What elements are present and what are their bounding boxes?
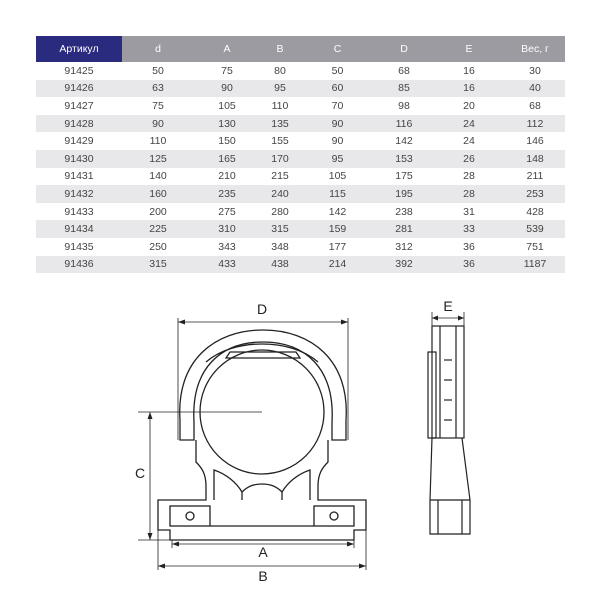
table-cell: 90 [221,82,233,95]
table-cell: 91433 [64,205,94,218]
table-cell: 91436 [64,258,94,271]
table-cell: 105 [218,99,236,112]
dim-label-a: A [258,544,268,560]
table-cell: 142 [395,135,413,148]
table-body [36,62,565,273]
table-cell: 91426 [64,82,94,95]
table-cell: 312 [395,240,413,253]
table-cell: 140 [149,170,167,183]
table-cell: 40 [529,82,541,95]
table-cell: 80 [274,64,286,77]
foot-hole-right [330,512,338,520]
table-row [36,238,565,256]
table-cell: 95 [331,152,344,165]
table-cell: 539 [526,223,544,236]
table-cell: 91425 [64,64,94,77]
header-cell-dd: D [400,43,408,55]
table-cell: 155 [271,135,289,148]
table-cell: 24 [463,117,475,130]
table-cell: 115 [329,187,346,200]
table-cell: 33 [463,223,475,236]
body-arch [242,484,282,492]
table-cell: 60 [331,82,344,95]
table-cell: 240 [271,187,289,200]
table-cell: 235 [218,187,236,200]
table-cell: 30 [529,64,541,77]
header-cell-e: E [465,43,473,55]
table-cell: 68 [529,99,541,112]
dim-label-d: D [256,301,268,317]
table-cell: 175 [395,170,413,183]
table-row [36,220,565,238]
table-cell: 36 [463,240,475,253]
table-cell: 90 [331,135,344,148]
table-row [36,168,565,186]
table-row [36,115,565,133]
table-cell: 1187 [523,258,547,271]
table-cell: 95 [274,82,286,95]
table-cell: 195 [395,187,413,200]
dimensions-table [36,36,565,273]
table-cell: 310 [218,223,236,236]
table-cell: 125 [149,152,167,165]
table-cell: 392 [395,258,413,271]
table-cell: 150 [218,135,236,148]
table-cell: 146 [526,135,544,148]
table-row [36,80,565,98]
front-dimensions [138,318,366,570]
table-row [36,150,565,168]
table-cell: 90 [152,117,164,130]
table-row [36,62,565,80]
table-cell: 751 [526,240,544,253]
table-row [36,132,565,150]
leg-left [214,470,242,500]
leg-right [282,470,310,500]
table-cell: 16 [463,82,475,95]
foot-right [314,506,354,526]
table-cell: 225 [149,223,167,236]
table-cell: 85 [398,82,410,95]
header-cell-article: Артикул [36,36,122,62]
foot-hole-left [186,512,194,520]
table-row [36,256,565,274]
table-cell: 238 [395,205,413,218]
table-cell: 50 [331,64,344,77]
table-row [36,185,565,203]
table-cell: 280 [271,205,289,218]
table-cell: 75 [152,99,164,112]
table-cell: 68 [398,64,410,77]
header-cell-weight: Вес, г [521,43,549,55]
table-cell: 91427 [64,99,94,112]
table-cell: 215 [271,170,289,183]
table-cell: 112 [526,117,544,130]
table-cell: 91429 [64,135,94,148]
table-cell: 50 [152,64,164,77]
ring-outer [180,330,347,440]
table-cell: 98 [398,99,410,112]
header-cell-b: B [276,43,284,55]
table-cell: 91428 [64,117,94,130]
table-row [36,203,565,221]
table-cell: 214 [328,258,347,271]
table-cell: 281 [395,223,413,236]
table-cell: 24 [463,135,475,148]
table-cell: 91430 [64,152,94,165]
table-cell: 91431 [64,170,94,183]
table-cell: 153 [395,152,413,165]
table-cell: 438 [271,258,289,271]
front-view [158,330,366,540]
table-cell: 135 [271,117,289,130]
clip-drawing [0,290,600,600]
table-cell: 315 [271,223,289,236]
table-cell: 110 [271,99,289,112]
table-cell: 28 [463,170,475,183]
table-cell: 70 [331,99,344,112]
table-cell: 253 [526,187,544,200]
header-cell-c: C [333,43,342,55]
table-cell: 63 [152,82,164,95]
table-cell: 130 [218,117,236,130]
header-cell-d: d [155,43,161,55]
side-view [428,326,470,534]
table-header-row [36,36,565,62]
table-cell: 160 [149,187,167,200]
table-cell: 20 [463,99,475,112]
table-cell: 275 [218,205,236,218]
table-cell: 433 [218,258,236,271]
dim-label-e: E [443,298,453,314]
table-cell: 91432 [64,187,94,200]
table-cell: 315 [149,258,167,271]
table-cell: 210 [218,170,236,183]
table-cell: 211 [526,170,544,183]
table-cell: 26 [463,152,475,165]
table-cell: 159 [328,223,347,236]
table-cell: 28 [463,187,475,200]
table-cell: 91435 [64,240,94,253]
table-cell: 16 [463,64,475,77]
table-cell: 90 [331,117,344,130]
clip-body [158,440,366,540]
table-cell: 250 [149,240,167,253]
header-cell-a: A [223,43,231,55]
table-cell: 36 [463,258,475,271]
table-row [36,97,565,115]
table-cell: 110 [149,135,167,148]
table-cell: 91434 [64,223,94,236]
table-cell: 142 [328,205,347,218]
table-cell: 428 [526,205,544,218]
table-cell: 177 [328,240,347,253]
table-cell: 170 [271,152,289,165]
table-cell: 75 [221,64,233,77]
arrowheads [148,320,367,569]
dim-label-b: B [258,568,268,584]
table-cell: 200 [149,205,167,218]
dim-label-c: C [134,465,146,481]
table-cell: 105 [328,170,347,183]
foot-left [170,506,210,526]
table-cell: 348 [271,240,289,253]
table-cell: 165 [218,152,236,165]
table-cell: 116 [395,117,413,130]
table-cell: 343 [218,240,236,253]
table-cell: 148 [526,152,544,165]
table-cell: 31 [463,205,475,218]
